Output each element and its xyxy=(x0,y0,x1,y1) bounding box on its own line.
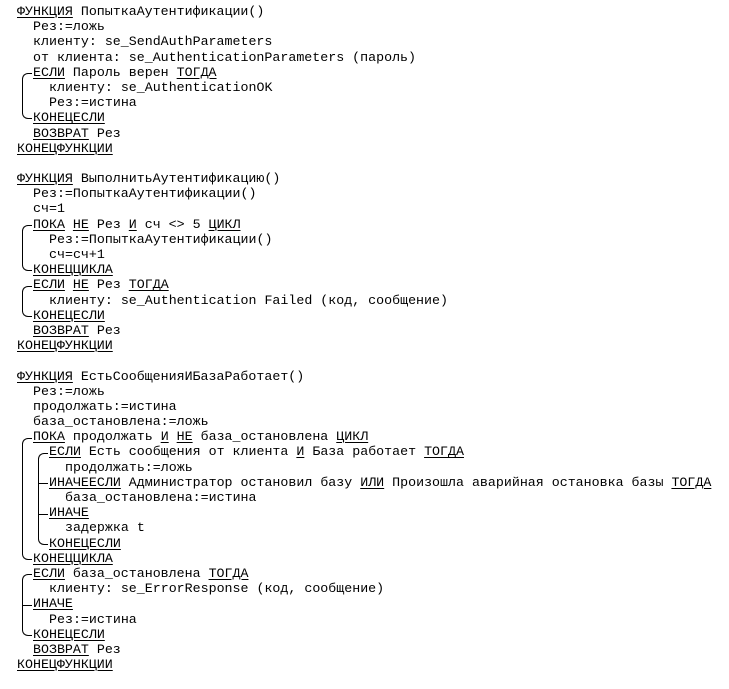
code-text xyxy=(169,429,177,444)
code-text: база_остановлена xyxy=(64,565,209,581)
code-text: Рез:=ПопыткаАутентификации() xyxy=(49,231,273,247)
keyword: И xyxy=(296,444,305,460)
pseudocode-listing xyxy=(0,4,729,672)
keyword: ФУНКЦИЯ xyxy=(17,368,73,384)
keyword: ТОГДА xyxy=(208,565,249,581)
code-text: Пароль верен xyxy=(64,64,177,80)
code-text: ПопыткаАутентификации() xyxy=(72,4,265,19)
code-line xyxy=(0,520,729,535)
code-text: Рез xyxy=(88,641,121,657)
code-text: сч <> 5 xyxy=(136,216,209,232)
code-line xyxy=(0,4,729,19)
keyword: ТОГДА xyxy=(128,277,169,293)
keyword: ФУНКЦИЯ xyxy=(17,171,73,187)
code-text: база_остановлена:=ложь xyxy=(33,414,209,430)
code-text: База работает xyxy=(304,444,425,460)
code-line xyxy=(0,50,729,65)
keyword: НЕ xyxy=(72,216,89,232)
code-line xyxy=(0,34,729,49)
keyword: ИНАЧЕЕСЛИ xyxy=(49,474,121,490)
code-text xyxy=(65,217,73,232)
code-text: продолжать:=ложь xyxy=(65,459,193,475)
code-line xyxy=(0,201,729,216)
code-line xyxy=(0,627,729,642)
blank-line xyxy=(0,156,729,171)
code-line xyxy=(0,65,729,80)
keyword: НЕ xyxy=(72,277,89,293)
code-line xyxy=(0,95,729,110)
code-line xyxy=(0,126,729,141)
code-line xyxy=(0,551,729,566)
block-bracket-branch xyxy=(23,605,32,606)
keyword: ТОГДА xyxy=(424,444,464,460)
code-text: Есть сообщения от клиента xyxy=(80,444,297,460)
keyword: ТОГДА xyxy=(176,64,217,80)
code-line xyxy=(0,414,729,429)
keyword: ЕСЛИ xyxy=(49,444,81,460)
block-bracket xyxy=(22,225,32,272)
code-text: Рез:=истина xyxy=(49,95,137,111)
keyword: ВОЗВРАТ xyxy=(33,322,89,338)
code-line xyxy=(0,19,729,34)
code-line xyxy=(0,338,729,353)
code-line xyxy=(0,262,729,277)
code-line xyxy=(0,247,729,262)
code-text: Произошла аварийная остановка базы xyxy=(384,474,672,490)
code-text: продолжать:=истина xyxy=(33,398,177,414)
code-line xyxy=(0,444,729,459)
code-text: клиенту: se_SendAuthParameters xyxy=(33,34,273,50)
block-bracket xyxy=(22,438,32,561)
code-text: Рез xyxy=(88,322,121,338)
keyword: ИЛИ xyxy=(360,474,385,490)
code-text: база_остановлена xyxy=(192,429,337,445)
code-line xyxy=(0,399,729,414)
keyword: КОНЕЦЕСЛИ xyxy=(33,626,105,642)
code-line xyxy=(0,293,729,308)
code-text: Рез xyxy=(88,125,121,141)
code-text: Рез xyxy=(88,277,129,293)
code-line xyxy=(0,536,729,551)
block-bracket-branch xyxy=(39,514,48,515)
block-bracket-branch xyxy=(39,483,48,484)
keyword: ПОКА xyxy=(33,429,65,445)
keyword: НЕ xyxy=(176,429,193,445)
code-text: Рез:=ложь xyxy=(33,19,105,35)
keyword: И xyxy=(160,429,169,445)
keyword: КОНЕЦЕСЛИ xyxy=(49,535,121,551)
block-bracket xyxy=(38,453,48,545)
code-text: от клиента: se_AuthenticationParameters (пароль) xyxy=(33,49,417,65)
code-line xyxy=(0,460,729,475)
code-line xyxy=(0,612,729,627)
block-bracket xyxy=(22,286,32,317)
code-text: Рез xyxy=(88,216,129,232)
code-line xyxy=(0,323,729,338)
keyword: ПОКА xyxy=(33,216,65,232)
code-line xyxy=(0,277,729,292)
code-text: клиенту: se_ErrorResponse (код, сообщение) xyxy=(49,581,385,597)
code-text: Рез:=истина xyxy=(49,611,137,627)
code-line xyxy=(0,657,729,672)
code-text: сч=1 xyxy=(33,201,65,217)
code-text: клиенту: se_AuthenticationOK xyxy=(49,79,273,95)
keyword: КОНЕЦЕСЛИ xyxy=(33,307,105,323)
code-line xyxy=(0,110,729,125)
code-text: Рез:=ложь xyxy=(33,383,105,399)
code-line xyxy=(0,384,729,399)
code-text: клиенту: se_Authentication Failed (код, сообщение) xyxy=(49,292,448,308)
code-text: задержка t xyxy=(65,520,145,536)
keyword: КОНЕЦЕСЛИ xyxy=(33,110,105,126)
keyword: КОНЕЦЦИКЛА xyxy=(33,550,113,566)
keyword: ИНАЧЕ xyxy=(33,596,73,612)
keyword: КОНЕЦФУНКЦИИ xyxy=(17,140,113,156)
keyword: ЦИКЛ xyxy=(208,216,241,232)
code-text: ЕстьСообщенияИБазаРаботает() xyxy=(72,368,305,384)
code-line xyxy=(0,217,729,232)
keyword: КОНЕЦЦИКЛА xyxy=(33,262,113,278)
code-line xyxy=(0,232,729,247)
code-text: Администратор остановил базу xyxy=(120,474,361,490)
code-line xyxy=(0,505,729,520)
code-line xyxy=(0,490,729,505)
keyword: ЦИКЛ xyxy=(336,429,369,445)
code-line xyxy=(0,429,729,444)
keyword: ВОЗВРАТ xyxy=(33,641,89,657)
block-bracket xyxy=(22,73,32,120)
code-text: сч=сч+1 xyxy=(49,247,105,262)
keyword: ЕСЛИ xyxy=(33,277,65,293)
code-line xyxy=(0,308,729,323)
keyword: ИНАЧЕ xyxy=(49,505,89,521)
keyword: ФУНКЦИЯ xyxy=(17,4,73,19)
code-line xyxy=(0,80,729,95)
keyword: ЕСЛИ xyxy=(33,565,65,581)
code-line xyxy=(0,596,729,611)
keyword: ВОЗВРАТ xyxy=(33,125,89,141)
code-line xyxy=(0,475,729,490)
keyword: КОНЕЦФУНКЦИИ xyxy=(17,657,113,673)
code-text xyxy=(65,277,73,292)
code-line xyxy=(0,369,729,384)
code-text: продолжать xyxy=(64,429,161,445)
blank-line xyxy=(0,353,729,368)
keyword: ЕСЛИ xyxy=(33,64,65,80)
code-line xyxy=(0,642,729,657)
code-text: ВыполнитьАутентификацию() xyxy=(72,171,281,187)
code-line xyxy=(0,141,729,156)
keyword: ТОГДА xyxy=(671,474,712,490)
code-line xyxy=(0,581,729,596)
code-line xyxy=(0,566,729,581)
code-text: база_остановлена:=истина xyxy=(65,490,257,505)
keyword: И xyxy=(128,216,137,232)
keyword: КОНЕЦФУНКЦИИ xyxy=(17,338,113,354)
code-line xyxy=(0,186,729,201)
code-line xyxy=(0,171,729,186)
code-text: Рез:=ПопыткаАутентификации() xyxy=(33,186,257,202)
